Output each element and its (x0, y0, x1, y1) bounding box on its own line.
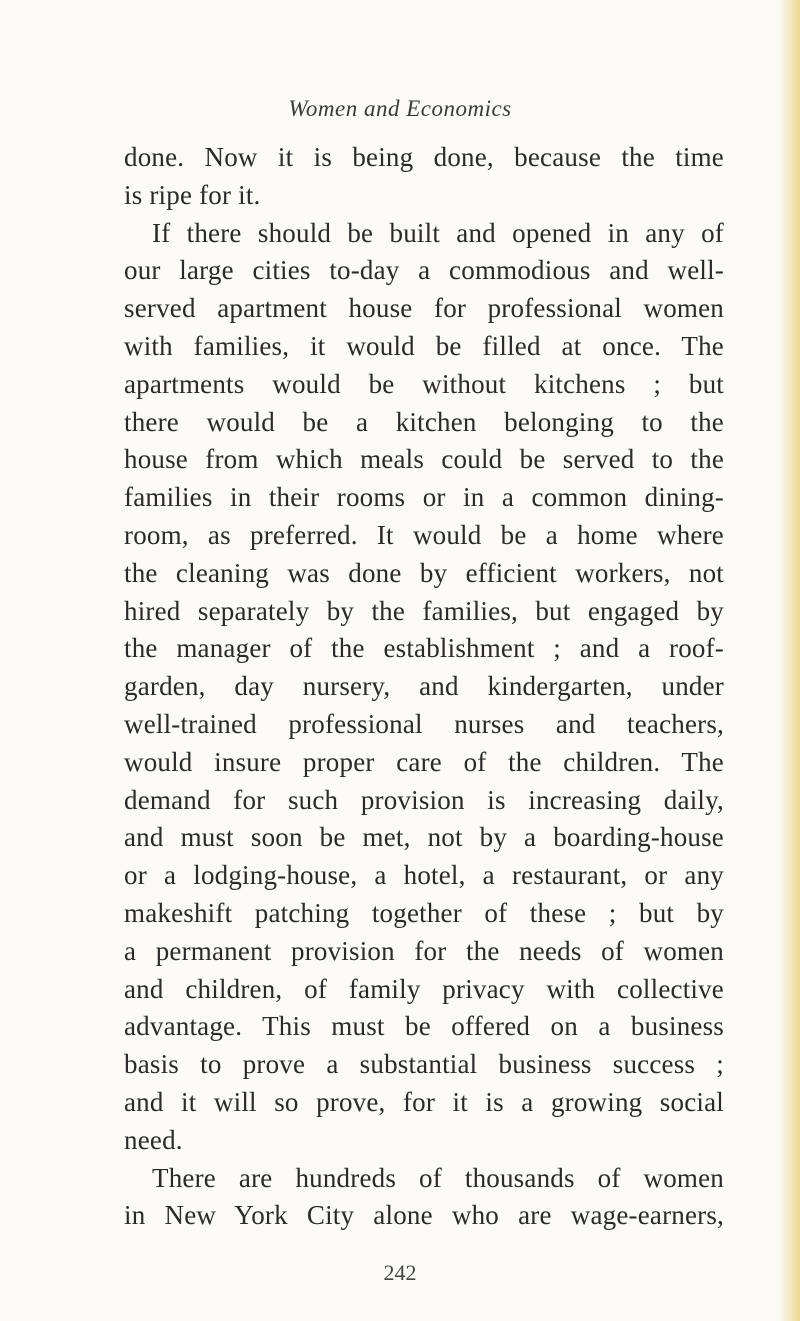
text-line: or a lodging-house, a hotel, a restaurant, or any (124, 860, 724, 891)
running-head: Women and Economics (288, 96, 512, 121)
text-line: is ripe for it. (124, 179, 261, 210)
text-line: house from which meals could be served to the (124, 444, 724, 475)
text-line: room, as preferred. It would be a home where (124, 519, 724, 550)
text-line: need. (124, 1124, 183, 1155)
text-line: served apartment house for professional women (124, 293, 724, 324)
text-line: the manager of the establishment ; and a roof- (124, 633, 724, 664)
text-line: in New York City alone who are wage-earners, (124, 1200, 724, 1231)
text-line: and must soon be met, not by a boarding-house (124, 822, 724, 853)
page-edge (778, 0, 800, 1321)
text-line: there would be a kitchen belonging to the (124, 406, 724, 437)
text-line: a permanent provision for the needs of women (124, 935, 724, 966)
page-number: 242 (383, 1260, 417, 1285)
text-line: the cleaning was done by efficient workers, not (124, 557, 724, 588)
text-line: done. Now it is being done, because the time (124, 142, 724, 172)
text-line: would insure proper care of the children. The (124, 746, 724, 777)
text-line: If there should be built and opened in any of (152, 217, 724, 248)
text-line: our large cities to-day a commodious and well- (124, 255, 724, 286)
text-line: advantage. This must be offered on a business (124, 1011, 724, 1042)
text-line: basis to prove a substantial business success ; (124, 1049, 724, 1080)
text-line: with families, it would be filled at once. The (124, 330, 724, 361)
body-text (124, 139, 724, 1235)
text-line: demand for such provision is increasing daily, (124, 784, 724, 815)
text-line: and children, of family privacy with collective (124, 973, 724, 1004)
text-line: families in their rooms or in a common dining- (124, 482, 724, 513)
text-line: and it will so prove, for it is a growing social (124, 1086, 724, 1117)
text-line: garden, day nursery, and kindergarten, under (124, 671, 724, 702)
text-line: apartments would be without kitchens ; but (124, 368, 724, 399)
text-line: hired separately by the families, but engaged by (124, 595, 724, 626)
text-line: well-trained professional nurses and teachers, (124, 708, 724, 739)
text-line: There are hundreds of thousands of women (152, 1162, 724, 1193)
text-line: makeshift patching together of these ; but by (124, 897, 724, 928)
